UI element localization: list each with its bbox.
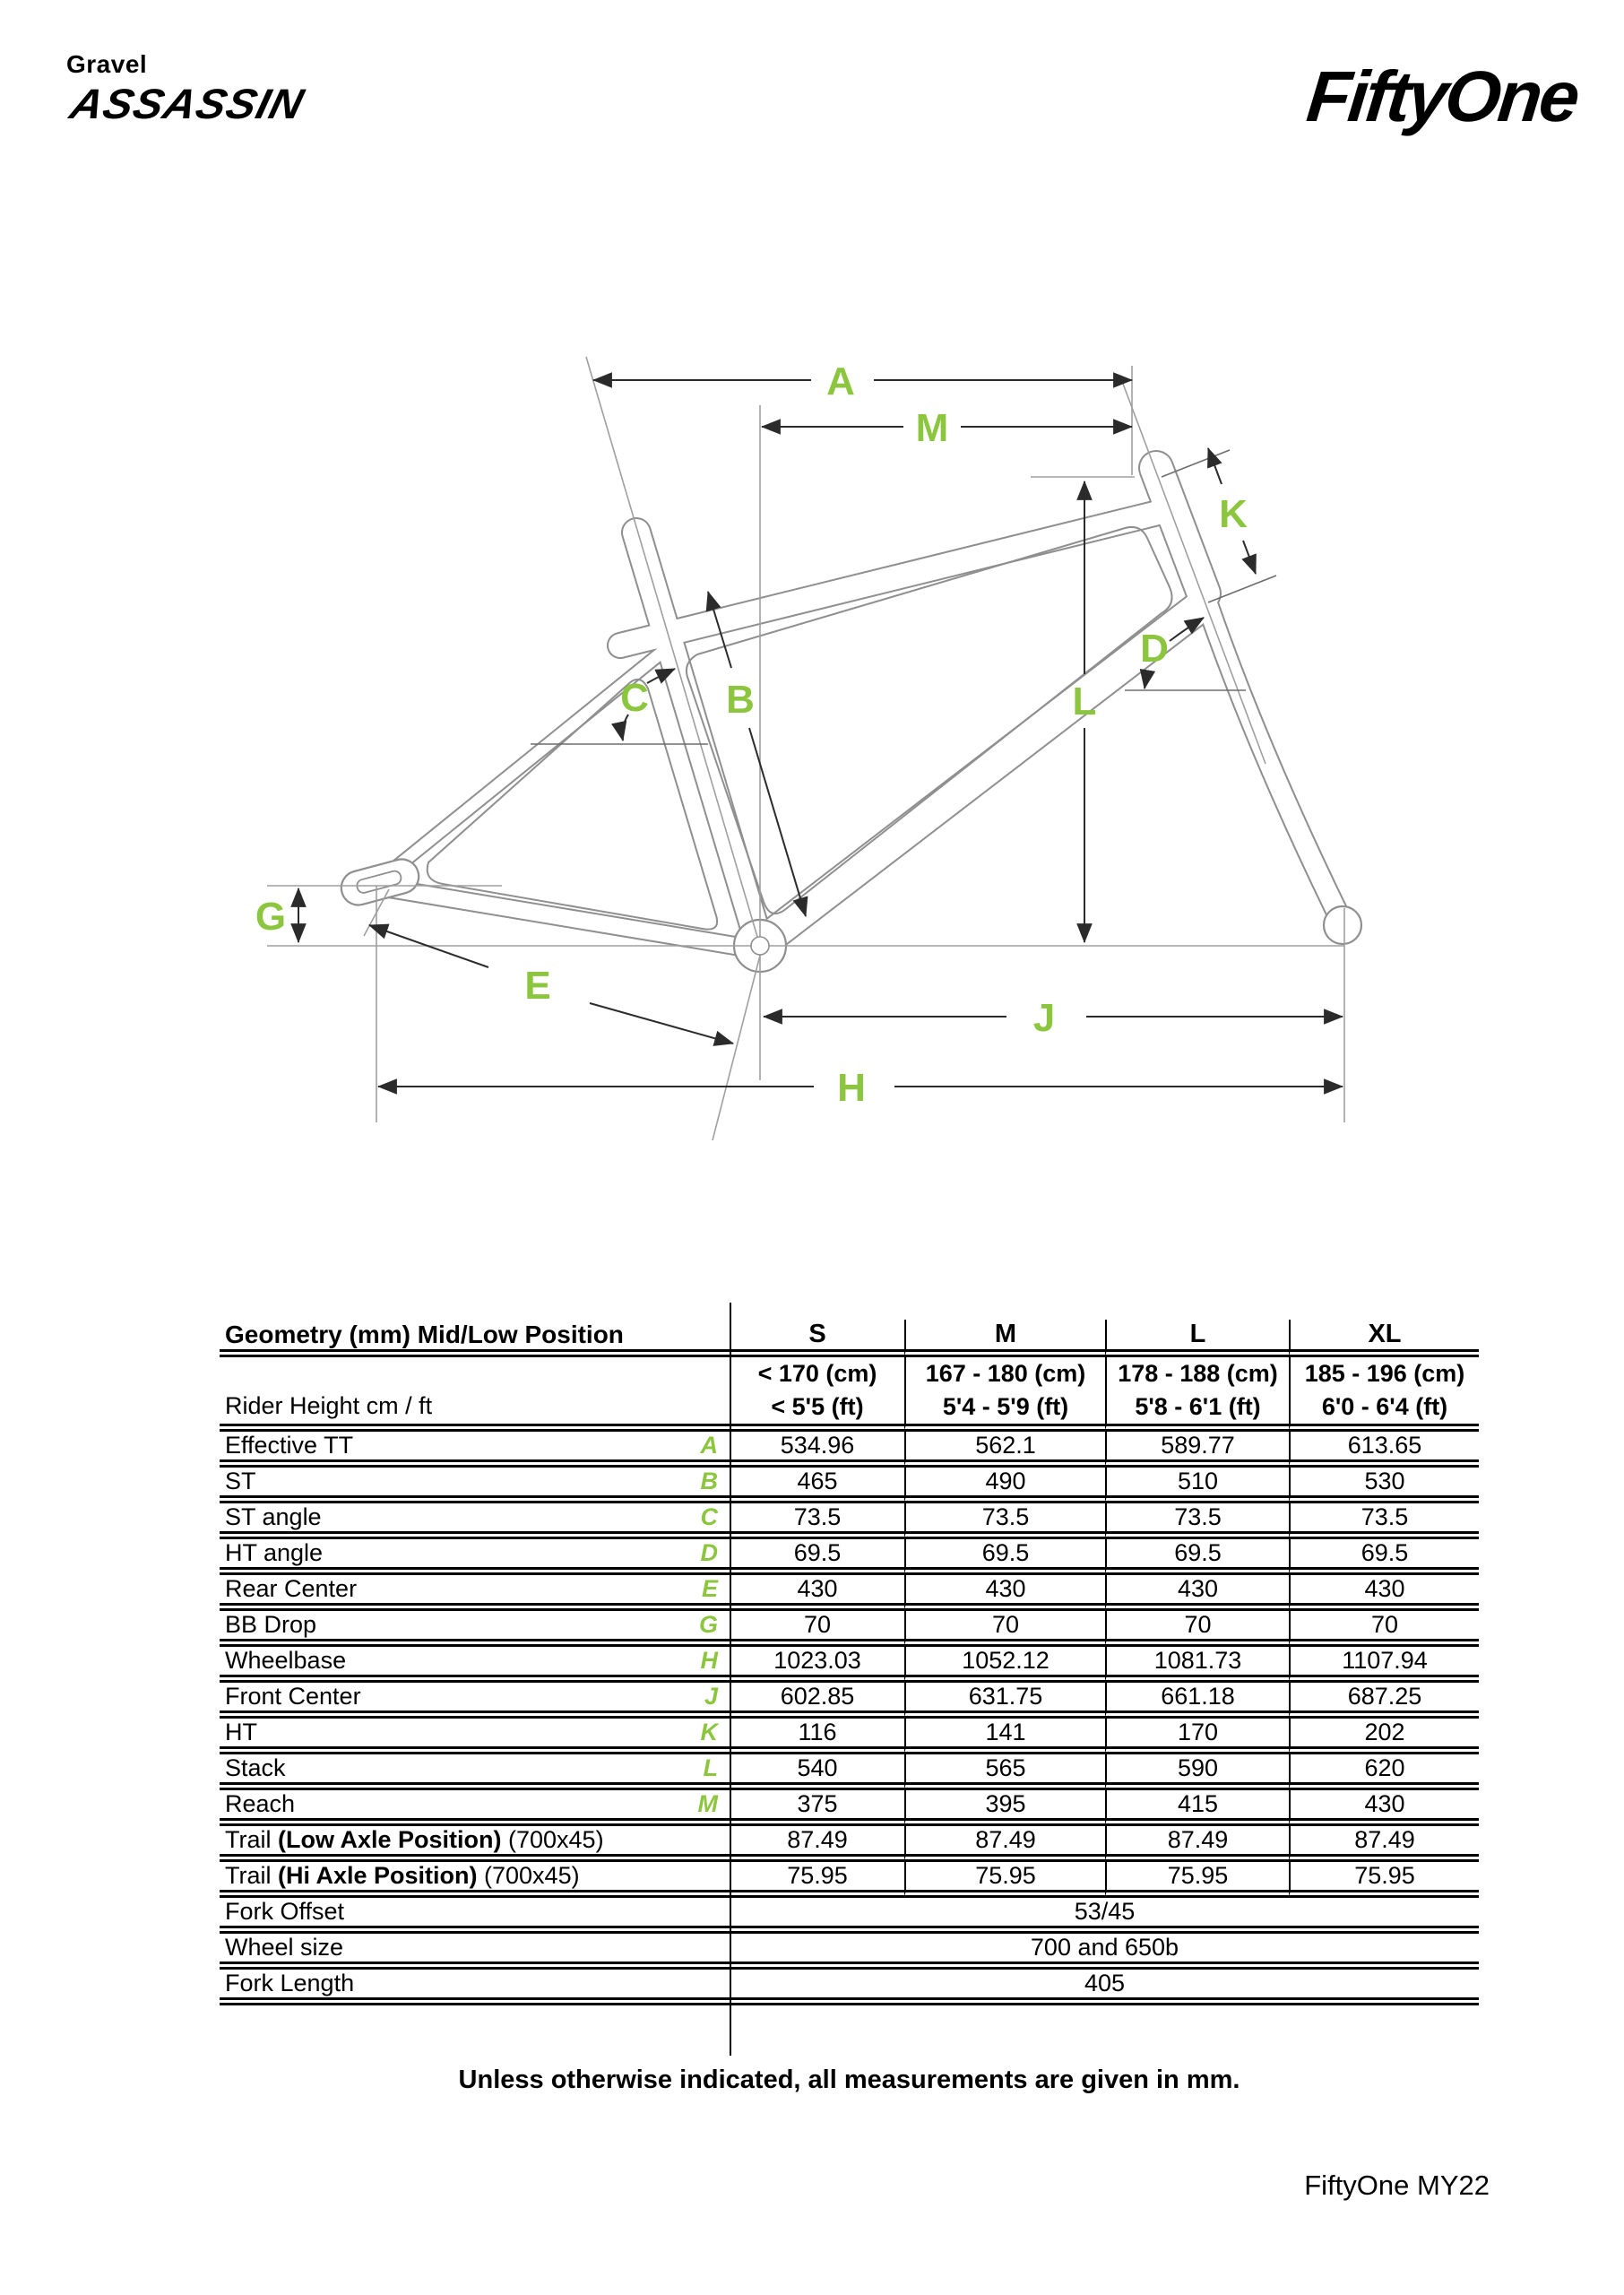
- rider-height-value: < 170 (cm) < 5'5 (ft): [730, 1357, 904, 1432]
- value-cell: 1081.73: [1105, 1647, 1289, 1683]
- value-cell: 69.5: [730, 1539, 904, 1575]
- value-cell: 70: [904, 1611, 1105, 1647]
- value-cell: 69.5: [1289, 1539, 1479, 1575]
- row-letter: C: [700, 1503, 718, 1530]
- dim-line-k: [1243, 541, 1256, 574]
- value-cell: 70: [1105, 1611, 1289, 1647]
- row-label-cell: HT angle D: [220, 1539, 730, 1575]
- value-cell: 415: [1105, 1790, 1289, 1826]
- table-row: [220, 1862, 1479, 1898]
- value-cell: 1023.03: [730, 1647, 904, 1683]
- value-cell: 465: [730, 1468, 904, 1503]
- value-cell: 620: [1289, 1754, 1479, 1790]
- value-cell: 631.75: [904, 1683, 1105, 1719]
- value-cell: 73.5: [1105, 1503, 1289, 1539]
- dimension-lines: [298, 380, 1343, 1087]
- size-header-XL: XL: [1289, 1320, 1479, 1357]
- value-cell: 565: [904, 1754, 1105, 1790]
- row-letter: H: [700, 1647, 718, 1674]
- table-span-row: [220, 1934, 1479, 1970]
- value-cell: 75.95: [904, 1862, 1105, 1898]
- row-letter: A: [700, 1432, 718, 1459]
- value-cell: 87.49: [1105, 1826, 1289, 1862]
- value-cell: 202: [1289, 1719, 1479, 1754]
- dim-label-e: E: [524, 964, 551, 1008]
- dim-label-d: D: [1140, 627, 1169, 671]
- table-row: [220, 1790, 1479, 1826]
- rider-height-row: [220, 1357, 1479, 1432]
- table-row: [220, 1503, 1479, 1539]
- table-column-divider: [730, 1303, 731, 2056]
- value-cell: 141: [904, 1719, 1105, 1754]
- value-cell: 69.5: [1105, 1539, 1289, 1575]
- document-footer: FiftyOne MY22: [1304, 2169, 1490, 2201]
- value-cell: 430: [904, 1575, 1105, 1611]
- span-value-cell: 405: [730, 1970, 1479, 2005]
- row-label-cell: Effective TT A: [220, 1432, 730, 1468]
- brand-logo: FiftyOne: [1302, 56, 1581, 136]
- table-row: [220, 1432, 1479, 1468]
- value-cell: 70: [1289, 1611, 1479, 1647]
- row-label-cell: ST B: [220, 1468, 730, 1503]
- front-dropout: [1324, 906, 1361, 944]
- dim-label-k: K: [1219, 492, 1248, 536]
- value-cell: 613.65: [1289, 1432, 1479, 1468]
- front-triangle-cutout: [687, 527, 1172, 914]
- value-cell: 395: [904, 1790, 1105, 1826]
- dim-label-c: C: [620, 676, 649, 720]
- table-row: [220, 1647, 1479, 1683]
- value-cell: 75.95: [730, 1862, 904, 1898]
- row-label-cell: ST angle C: [220, 1503, 730, 1539]
- value-cell: 73.5: [730, 1503, 904, 1539]
- row-letter: B: [700, 1468, 718, 1494]
- row-letter: J: [704, 1683, 718, 1710]
- size-header-M: M: [904, 1320, 1105, 1357]
- rider-height-value: 185 - 196 (cm) 6'0 - 6'4 (ft): [1289, 1357, 1479, 1432]
- dim-label-g: G: [255, 895, 287, 939]
- rider-height-label: Rider Height cm / ft: [220, 1357, 730, 1432]
- value-cell: 490: [904, 1468, 1105, 1503]
- span-value-cell: 700 and 650b: [730, 1934, 1479, 1970]
- dim-label-h: H: [837, 1066, 866, 1110]
- table-row: [220, 1611, 1479, 1647]
- value-cell: 170: [1105, 1719, 1289, 1754]
- row-label-cell: Fork Offset: [220, 1898, 730, 1934]
- dim-label-b: B: [726, 678, 755, 722]
- table-span-row: [220, 1898, 1479, 1934]
- value-cell: 1107.94: [1289, 1647, 1479, 1683]
- row-label-cell: Trail (Low Axle Position) (700x45): [220, 1826, 730, 1862]
- row-label-cell: Wheel size: [220, 1934, 730, 1970]
- value-cell: 430: [730, 1575, 904, 1611]
- value-cell: 1052.12: [904, 1647, 1105, 1683]
- row-label-cell: Front Center J: [220, 1683, 730, 1719]
- row-letter: M: [697, 1790, 718, 1817]
- table-header-row: [220, 1320, 1479, 1357]
- table-row: [220, 1468, 1479, 1503]
- row-letter: L: [703, 1754, 718, 1781]
- row-label-cell: Wheelbase H: [220, 1647, 730, 1683]
- rider-height-value: 167 - 180 (cm) 5'4 - 5'9 (ft): [904, 1357, 1105, 1432]
- row-label-cell: Rear Center E: [220, 1575, 730, 1611]
- table-row: [220, 1575, 1479, 1611]
- value-cell: 116: [730, 1719, 904, 1754]
- value-cell: 661.18: [1105, 1683, 1289, 1719]
- value-cell: 589.77: [1105, 1432, 1289, 1468]
- row-label-cell: Stack L: [220, 1754, 730, 1790]
- row-label-cell: Fork Length: [220, 1970, 730, 2005]
- value-cell: 602.85: [730, 1683, 904, 1719]
- table-row: [220, 1539, 1479, 1575]
- dim-label-j: J: [1032, 996, 1056, 1040]
- value-cell: 73.5: [904, 1503, 1105, 1539]
- value-cell: 430: [1289, 1575, 1479, 1611]
- table-title: Geometry (mm) Mid/Low Position: [220, 1320, 730, 1357]
- table-row: [220, 1754, 1479, 1790]
- bike-frame-outline: [338, 468, 1361, 972]
- value-cell: 540: [730, 1754, 904, 1790]
- value-cell: 70: [730, 1611, 904, 1647]
- table-note: Unless otherwise indicated, all measurements are given in mm.: [458, 2066, 1240, 2094]
- size-header-L: L: [1105, 1320, 1289, 1357]
- row-letter: E: [701, 1575, 718, 1602]
- dim-arrow-d-down: [1145, 672, 1151, 688]
- model-logo-line2: ASSASSIN: [65, 80, 309, 127]
- rider-height-value: 178 - 188 (cm) 5'8 - 6'1 (ft): [1105, 1357, 1289, 1432]
- value-cell: 75.95: [1105, 1862, 1289, 1898]
- row-label-cell: BB Drop G: [220, 1611, 730, 1647]
- value-cell: 87.49: [1289, 1826, 1479, 1862]
- value-cell: 530: [1289, 1468, 1479, 1503]
- value-cell: 687.25: [1289, 1683, 1479, 1719]
- row-label-cell: HT K: [220, 1719, 730, 1754]
- table-row: [220, 1719, 1479, 1754]
- construction-lines: [267, 357, 1344, 1140]
- value-cell: 510: [1105, 1468, 1289, 1503]
- value-cell: 87.49: [904, 1826, 1105, 1862]
- row-letter: D: [700, 1539, 718, 1566]
- dim-line-e: [590, 1003, 733, 1044]
- value-cell: 73.5: [1289, 1503, 1479, 1539]
- dim-label-m: M: [915, 406, 949, 450]
- table-row: [220, 1683, 1479, 1719]
- value-cell: 75.95: [1289, 1862, 1479, 1898]
- span-value-cell: 53/45: [730, 1898, 1479, 1934]
- table-span-row: [220, 1970, 1479, 2005]
- value-cell: 590: [1105, 1754, 1289, 1790]
- value-cell: 430: [1105, 1575, 1289, 1611]
- value-cell: 375: [730, 1790, 904, 1826]
- row-label-cell: Reach M: [220, 1790, 730, 1826]
- dim-label-l: L: [1072, 680, 1097, 723]
- dim-label-a: A: [826, 359, 855, 403]
- value-cell: 87.49: [730, 1826, 904, 1862]
- value-cell: 562.1: [904, 1432, 1105, 1468]
- row-label-cell: Trail (Hi Axle Position) (700x45): [220, 1862, 730, 1898]
- table-row: [220, 1826, 1479, 1862]
- model-logo-line1: Gravel: [66, 50, 148, 78]
- size-header-S: S: [730, 1320, 904, 1357]
- row-letter: G: [698, 1611, 718, 1638]
- value-cell: 69.5: [904, 1539, 1105, 1575]
- value-cell: 534.96: [730, 1432, 904, 1468]
- value-cell: 430: [1289, 1790, 1479, 1826]
- row-letter: K: [700, 1719, 718, 1745]
- geometry-table: [220, 1320, 1479, 2005]
